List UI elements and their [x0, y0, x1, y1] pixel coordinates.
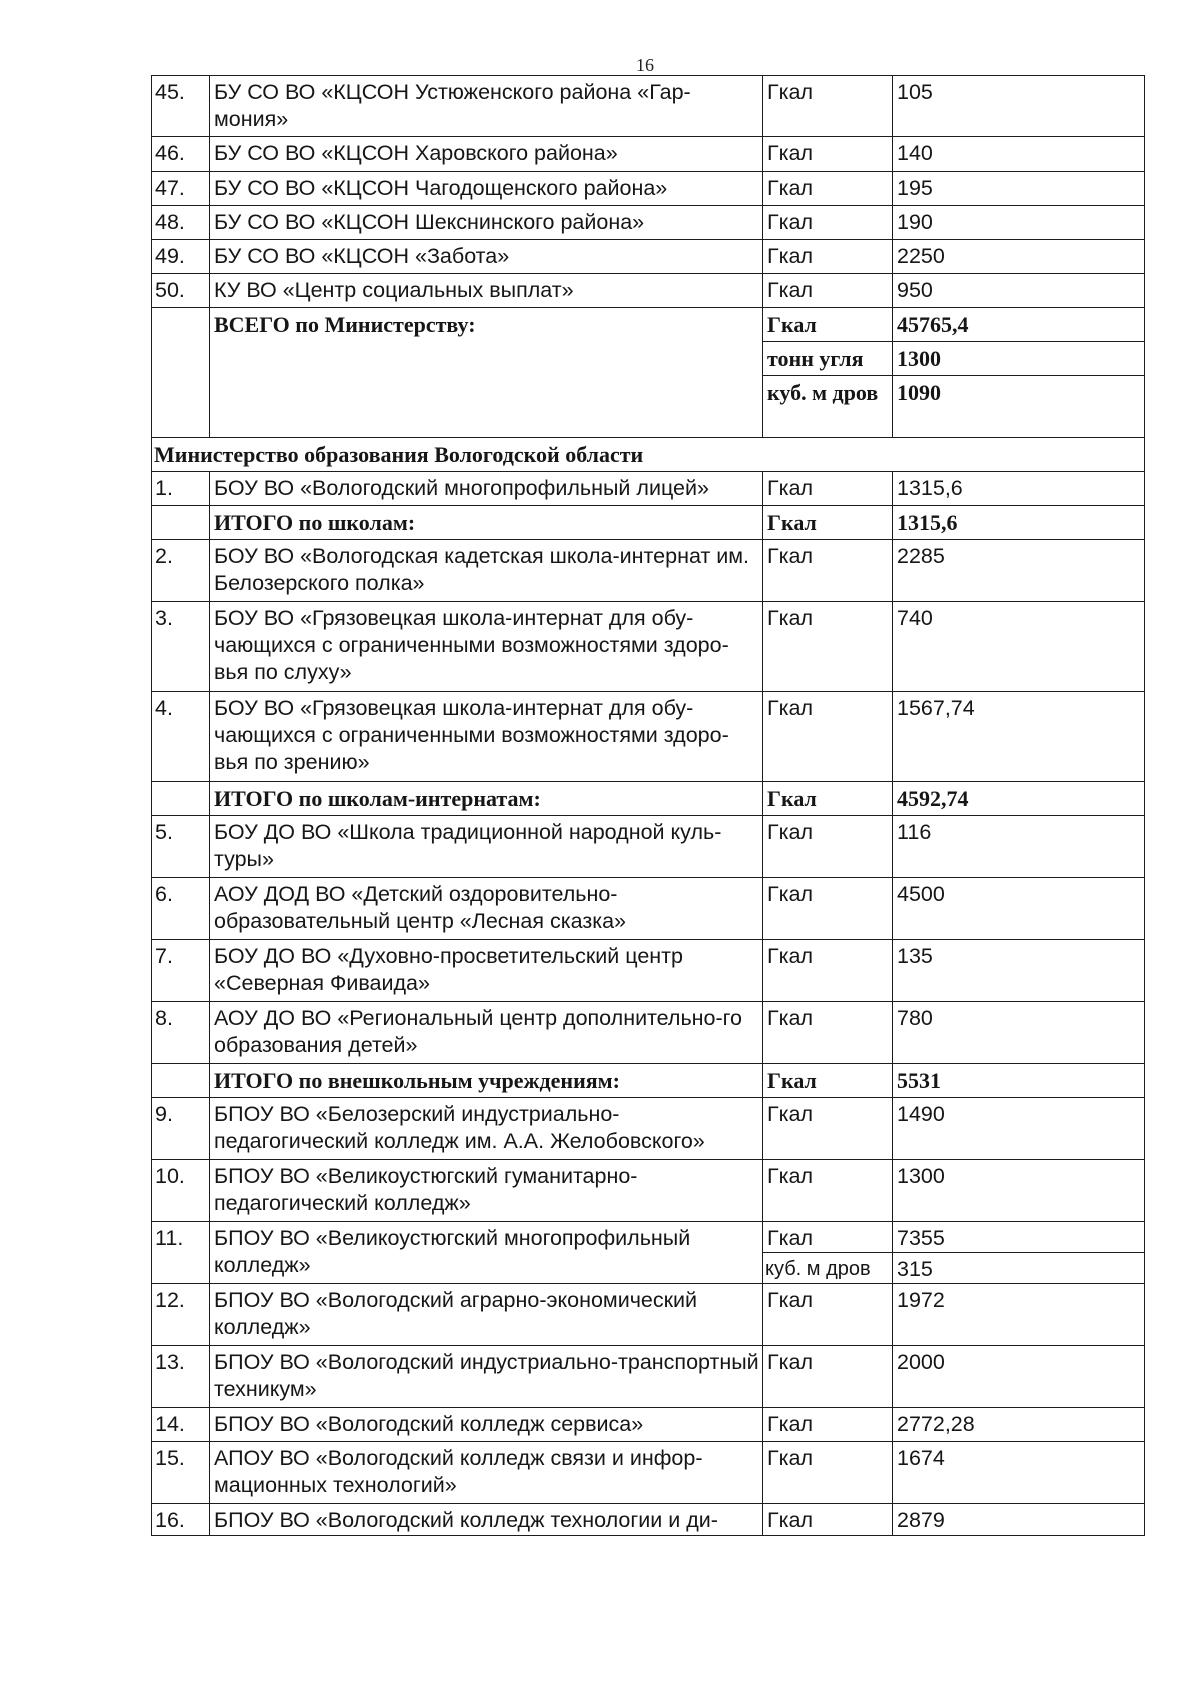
table-row [152, 1002, 1145, 1064]
institution-name: АПОУ ВО «Вологодский колледж связи и инфор-мационных технологий» [210, 1442, 763, 1504]
institution-name: БОУ ВО «Вологодский многопрофильный лицей» [210, 472, 763, 506]
subtotal-label: ИТОГО по школам-интернатам: [210, 782, 763, 816]
ministry-total-label: ВСЕГО по Министерству: [210, 308, 763, 438]
row-number: 46. [152, 137, 210, 172]
row-number: 4. [152, 692, 210, 782]
table-row [152, 1504, 1145, 1536]
row-number: 12. [152, 1284, 210, 1346]
value-cell: 2285 [893, 540, 1145, 602]
value-cell: 4500 [893, 878, 1145, 940]
table-row [152, 308, 1145, 342]
unit-cell: куб. м дров [763, 376, 893, 438]
institution-name: БУ СО ВО «КЦСОН Чагодощенского района» [210, 172, 763, 206]
unit-cell: Гкал [763, 1160, 893, 1222]
value-cell: 1674 [893, 1442, 1145, 1504]
institution-name: БПОУ ВО «Великоустюгский многопрофильный колледж» [210, 1222, 763, 1284]
institution-name: БОУ ВО «Вологодская кадетская школа-интернат им. Белозерского полка» [210, 540, 763, 602]
row-number: 14. [152, 1408, 210, 1442]
row-number: 1. [152, 472, 210, 506]
education-section [152, 438, 1145, 1536]
row-number: 2. [152, 540, 210, 602]
unit-cell: Гкал [763, 76, 893, 137]
value-cell: 195 [893, 172, 1145, 206]
page-number: 16 [636, 55, 654, 75]
value-cell: 140 [893, 137, 1145, 172]
value-cell: 116 [893, 816, 1145, 878]
subtotal-label: ИТОГО по школам: [210, 506, 763, 540]
institution-name: БУ СО ВО «КЦСОН Устюженского района «Гар-мония» [210, 76, 763, 137]
table-row [152, 472, 1145, 506]
subtotal-row [152, 782, 1145, 816]
unit-cell: Гкал [763, 1504, 893, 1536]
institution-name: БОУ ДО ВО «Школа традиционной народной куль-туры» [210, 816, 763, 878]
value-cell: 1090 [893, 376, 1145, 438]
block-social-services [152, 76, 1145, 308]
unit-cell: Гкал [763, 1002, 893, 1064]
row-number: 9. [152, 1098, 210, 1160]
row-number: 5. [152, 816, 210, 878]
value-cell: 2250 [893, 240, 1145, 274]
unit-cell: Гкал [763, 137, 893, 172]
table-row [152, 602, 1145, 692]
table-row [152, 1442, 1145, 1504]
row-number: 50. [152, 274, 210, 308]
unit-cell: Гкал [763, 274, 893, 308]
row-number: 15. [152, 1442, 210, 1504]
row-number: 11. [152, 1222, 210, 1284]
institution-name: БПОУ ВО «Вологодский колледж сервиса» [210, 1408, 763, 1442]
row-number: 49. [152, 240, 210, 274]
unit-cell: Гкал [763, 692, 893, 782]
unit-cell: Гкал [763, 816, 893, 878]
heat-consumption-table [151, 75, 1145, 1536]
value-cell: 780 [893, 1002, 1145, 1064]
institution-name: БПОУ ВО «Белозерский индустриально-педагогический колледж им. А.А. Желобовского» [210, 1098, 763, 1160]
value-cell: 950 [893, 274, 1145, 308]
table-row [152, 1284, 1145, 1346]
value-cell: 1315,6 [893, 506, 1145, 540]
subtotal-row [152, 506, 1145, 540]
row-number: 10. [152, 1160, 210, 1222]
unit-cell: Гкал [763, 240, 893, 274]
table-row [152, 274, 1145, 308]
unit-cell: Гкал [763, 172, 893, 206]
table-row [152, 137, 1145, 172]
unit-cell: Гкал [763, 1284, 893, 1346]
table-row [152, 540, 1145, 602]
row-number: 3. [152, 602, 210, 692]
ministry-total-block [152, 308, 1145, 438]
value-cell: 1490 [893, 1098, 1145, 1160]
value-cell: 1300 [893, 1160, 1145, 1222]
table-row [152, 816, 1145, 878]
table-row [152, 692, 1145, 782]
unit-cell: куб. м дров [763, 1253, 893, 1284]
row-number: 7. [152, 940, 210, 1002]
table-row [152, 206, 1145, 240]
row-number: 8. [152, 1002, 210, 1064]
institution-name: БУ СО ВО «КЦСОН Шекснинского района» [210, 206, 763, 240]
institution-name: БУ СО ВО «КЦСОН Харовского района» [210, 137, 763, 172]
unit-cell: Гкал [763, 1408, 893, 1442]
unit-cell: Гкал [763, 782, 893, 816]
institution-name: АОУ ДО ВО «Региональный центр дополнительно-го образования детей» [210, 1002, 763, 1064]
table-row [152, 1160, 1145, 1222]
value-cell: 4592,74 [893, 782, 1145, 816]
table-row [152, 1098, 1145, 1160]
table-row [152, 172, 1145, 206]
table-row [152, 76, 1145, 137]
value-cell: 740 [893, 602, 1145, 692]
value-cell: 1300 [893, 342, 1145, 376]
subtotal-row [152, 1064, 1145, 1098]
table-row [152, 878, 1145, 940]
value-cell: 2879 [893, 1504, 1145, 1536]
value-cell: 2772,28 [893, 1408, 1145, 1442]
unit-cell: Гкал [763, 878, 893, 940]
table-row [152, 940, 1145, 1002]
unit-cell: Гкал [763, 1098, 893, 1160]
section-title: Министерство образования Вологодской области [152, 438, 1145, 472]
institution-name: БОУ ДО ВО «Духовно-просветительский центр «Северная Фиваида» [210, 940, 763, 1002]
institution-name: КУ ВО «Центр социальных выплат» [210, 274, 763, 308]
value-cell: 45765,4 [893, 308, 1145, 342]
value-cell: 5531 [893, 1064, 1145, 1098]
unit-cell: Гкал [763, 472, 893, 506]
unit-cell: Гкал [763, 308, 893, 342]
institution-name: АОУ ДОД ВО «Детский оздоровительно-образовательный центр «Лесная сказка» [210, 878, 763, 940]
row-number: 48. [152, 206, 210, 240]
unit-cell: Гкал [763, 506, 893, 540]
section-header-row [152, 438, 1145, 472]
unit-cell: Гкал [763, 206, 893, 240]
institution-name: БОУ ВО «Грязовецкая школа-интернат для обу-чающихся с ограниченными возможностями здоро-вья по зрению» [210, 692, 763, 782]
value-cell: 1972 [893, 1284, 1145, 1346]
table-row [152, 1346, 1145, 1408]
row-number: 45. [152, 76, 210, 137]
unit-cell: Гкал [763, 602, 893, 692]
value-cell: 315 [893, 1253, 1145, 1284]
empty-cell [152, 1064, 210, 1098]
value-cell: 105 [893, 76, 1145, 137]
table-row [152, 1408, 1145, 1442]
value-cell: 2000 [893, 1346, 1145, 1408]
unit-cell: Гкал [763, 1222, 893, 1253]
value-cell: 135 [893, 940, 1145, 1002]
table-row [152, 240, 1145, 274]
table-row [152, 1222, 1145, 1253]
unit-cell: Гкал [763, 940, 893, 1002]
value-cell: 1315,6 [893, 472, 1145, 506]
unit-cell: Гкал [763, 1442, 893, 1504]
row-number: 16. [152, 1504, 210, 1536]
institution-name: БПОУ ВО «Великоустюгский гуманитарно-педагогический колледж» [210, 1160, 763, 1222]
unit-cell: Гкал [763, 1064, 893, 1098]
unit-cell: тонн угля [763, 342, 893, 376]
value-cell: 1567,74 [893, 692, 1145, 782]
institution-name: БПОУ ВО «Вологодский аграрно-экономический колледж» [210, 1284, 763, 1346]
institution-name: БОУ ВО «Грязовецкая школа-интернат для обу-чающихся с ограниченными возможностями здоро-вья по слуху» [210, 602, 763, 692]
empty-cell [152, 308, 210, 438]
unit-cell: Гкал [763, 1346, 893, 1408]
row-number: 13. [152, 1346, 210, 1408]
empty-cell [152, 506, 210, 540]
row-number: 6. [152, 878, 210, 940]
value-cell: 190 [893, 206, 1145, 240]
institution-name: БПОУ ВО «Вологодский индустриально-транспортный техникум» [210, 1346, 763, 1408]
subtotal-label: ИТОГО по внешкольным учреждениям: [210, 1064, 763, 1098]
value-cell: 7355 [893, 1222, 1145, 1253]
empty-cell [152, 782, 210, 816]
institution-name: БУ СО ВО «КЦСОН «Забота» [210, 240, 763, 274]
institution-name: БПОУ ВО «Вологодский колледж технологии и ди- [210, 1504, 763, 1536]
unit-cell: Гкал [763, 540, 893, 602]
row-number: 47. [152, 172, 210, 206]
